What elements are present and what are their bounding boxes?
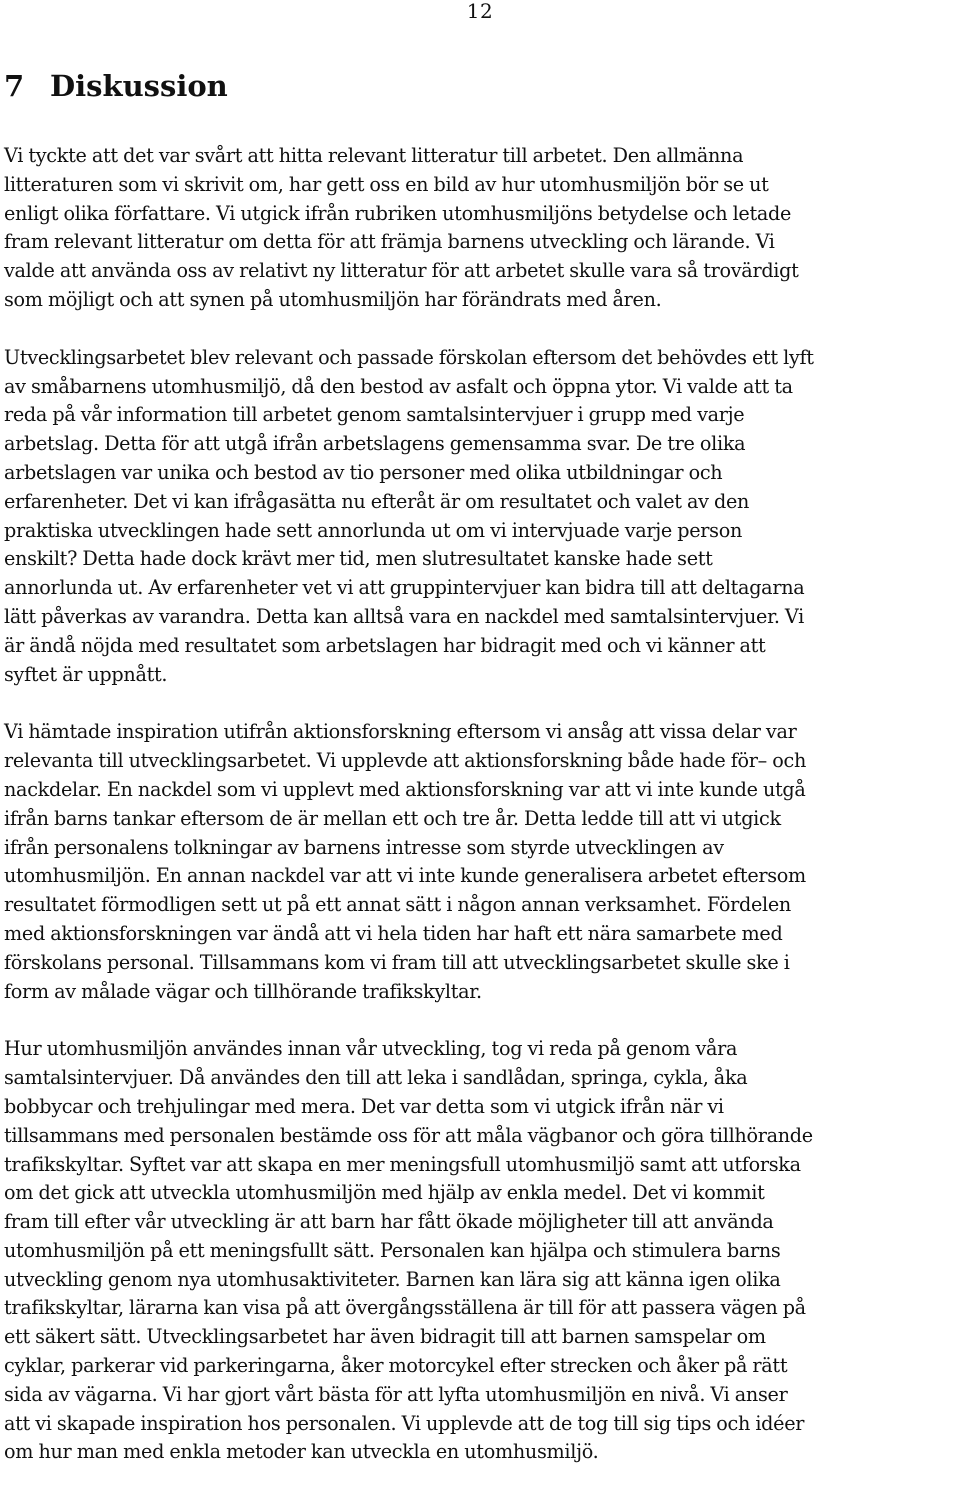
text-line: annorlunda ut. Av erfarenheter vet vi att gruppintervjuer kan bidra till att deltagarna xyxy=(4,576,805,600)
text-line: fram relevant litteratur om detta för att främja barnens utveckling och lärande. Vi xyxy=(4,230,775,254)
paragraph-1 xyxy=(4,142,958,315)
text-line: enskilt? Detta hade dock krävt mer tid, men slutresultatet kanske hade sett xyxy=(4,547,713,571)
text-line: om hur man med enkla metoder kan utveckla en utomhusmiljö. xyxy=(4,1440,599,1464)
paragraph-2 xyxy=(4,344,958,690)
text-line: reda på vår information till arbetet genom samtalsintervjuer i grupp med varje xyxy=(4,403,745,427)
text-line: arbetslagen var unika och bestod av tio personer med olika utbildningar och xyxy=(4,460,723,484)
section-title: Diskussion xyxy=(50,69,228,103)
text-line: erfarenheter. Det vi kan ifrågasätta nu efteråt är om resultatet och valet av den xyxy=(4,489,750,513)
text-line: att vi skapade inspiration hos personalen. Vi upplevde att de tog till sig tips och idéer xyxy=(4,1411,805,1435)
text-line: ett säkert sätt. Utvecklingsarbetet har även bidragit till att barnen samspelar om xyxy=(4,1325,766,1349)
text-line: som möjligt och att synen på utomhusmiljön har förändrats med åren. xyxy=(4,287,662,311)
text-line: Hur utomhusmiljön användes innan vår utveckling, tog vi reda på genom våra xyxy=(4,1037,738,1061)
text-line: syftet är uppnått. xyxy=(4,662,168,686)
section-number: 7 xyxy=(4,69,25,103)
page-number: 12 xyxy=(466,0,494,23)
text-line: valde att använda oss av relativt ny litteratur för att arbetet skulle vara så trovärdigt xyxy=(4,259,799,283)
text-line: utomhusmiljön. En annan nackdel var att vi inte kunde generalisera arbetet eftersom xyxy=(4,864,806,888)
text-line: nackdelar. En nackdel som vi upplevt med aktionsforskning var att vi inte kunde utgå xyxy=(4,777,806,801)
text-line: förskolans personal. Tillsammans kom vi fram till att utvecklingsarbetet skulle ske i xyxy=(4,950,790,974)
text-line: litteraturen som vi skrivit om, har gett oss en bild av hur utomhusmiljön bör se ut xyxy=(4,172,769,196)
text-line: samtalsintervjuer. Då användes den till att leka i sandlådan, springa, cykla, åka xyxy=(4,1066,748,1090)
text-line: trafikskyltar, lärarna kan visa på att övergångsställena är till för att passera vägen på xyxy=(4,1296,806,1320)
paragraph-3 xyxy=(4,718,958,1006)
text-line: ifrån barns tankar eftersom de är mellan ett och tre år. Detta ledde till att vi utgick xyxy=(4,806,781,830)
text-line: av småbarnens utomhusmiljö, då den bestod av asfalt och öppna ytor. Vi valde att ta xyxy=(4,374,793,398)
text-line: med aktionsforskningen var ändå att vi hela tiden har haft ett nära samarbete med xyxy=(4,921,783,945)
text-line: bobbycar och trehjulingar med mera. Det var detta som vi utgick ifrån när vi xyxy=(4,1094,724,1118)
text-line: utveckling genom nya utomhusaktiviteter. Barnen kan lära sig att känna igen olika xyxy=(4,1267,781,1291)
text-line: arbetslag. Detta för att utgå ifrån arbetslagens gemensamma svar. De tre olika xyxy=(4,432,746,456)
text-line: Utvecklingsarbetet blev relevant och passade förskolan eftersom det behövdes ett lyft xyxy=(4,345,814,369)
text-line: Vi tyckte att det var svårt att hitta relevant litteratur till arbetet. Den allmänna xyxy=(4,144,744,167)
text-line: enligt olika författare. Vi utgick ifrån rubriken utomhusmiljöns betydelse och letade xyxy=(4,201,792,225)
text-line: trafikskyltar. Syftet var att skapa en mer meningsfull utomhusmiljö samt att utforska xyxy=(4,1152,801,1176)
text-line: ifrån personalens tolkningar av barnens intresse som styrde utvecklingen av xyxy=(4,835,724,859)
text-line: form av målade vägar och tillhörande trafikskyltar. xyxy=(4,979,482,1003)
text-line: cyklar, parkerar vid parkeringarna, åker motorcykel efter strecken och åker på rätt xyxy=(4,1354,788,1378)
text-line: relevanta till utvecklingsarbetet. Vi upplevde att aktionsforskning både hade för– och xyxy=(4,749,807,773)
text-line: är ändå nöjda med resultatet som arbetslagen har bidragit med och vi känner att xyxy=(4,633,766,657)
text-line: om det gick att utveckla utomhusmiljön med hjälp av enkla medel. Det vi kommit xyxy=(4,1181,765,1205)
section-heading xyxy=(4,66,228,106)
text-line: sida av vägarna. Vi har gjort vårt bästa för att lyfta utomhusmiljön en nivå. Vi anser xyxy=(4,1382,788,1406)
text-line: praktiska utvecklingen hade sett annorlunda ut om vi intervjuade varje person xyxy=(4,518,743,542)
text-line: Vi hämtade inspiration utifrån aktionsforskning eftersom vi ansåg att vissa delar var xyxy=(4,720,797,744)
text-line: tillsammans med personalen bestämde oss för att måla vägbanor och göra tillhörande xyxy=(4,1123,813,1147)
text-line: utomhusmiljön på ett meningsfullt sätt. Personalen kan hjälpa och stimulera barns xyxy=(4,1238,781,1262)
body-text xyxy=(4,142,958,1496)
text-line: lätt påverkas av varandra. Detta kan alltså vara en nackdel med samtalsintervjuer. Vi xyxy=(4,604,804,628)
paragraph-4 xyxy=(4,1035,958,1467)
text-line: resultatet förmodligen sett ut på ett annat sätt i någon annan verksamhet. Fördelen xyxy=(4,893,791,917)
text-line: fram till efter vår utveckling är att barn har fått ökade möjligheter till att använda xyxy=(4,1210,774,1234)
